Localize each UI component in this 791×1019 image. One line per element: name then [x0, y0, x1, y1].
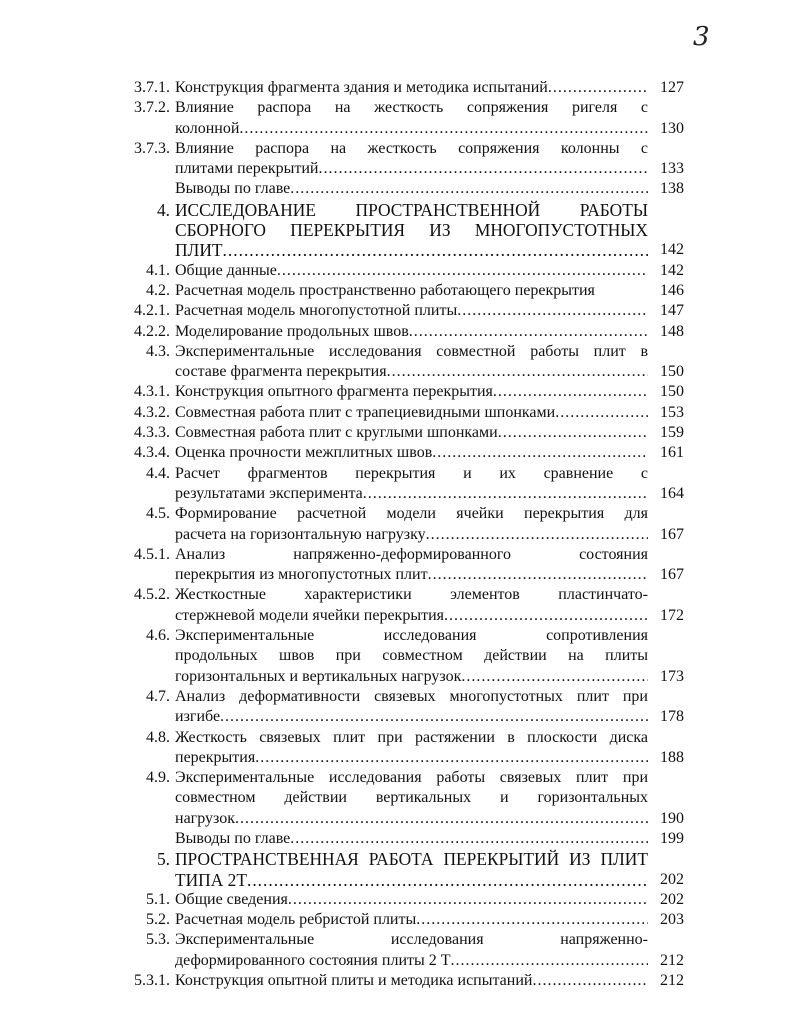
entry-title-line	[175, 301, 648, 321]
dot-leader	[255, 748, 648, 768]
entry-title	[175, 849, 648, 890]
entry-number: 5.2.	[146, 911, 170, 929]
entry-title-line	[175, 362, 648, 382]
entry-title	[175, 301, 648, 321]
entry-title-text: расчета на горизонтальную нагрузку	[175, 525, 426, 543]
entry-title-line	[175, 646, 648, 666]
dot-leader	[290, 179, 648, 199]
dot-leader	[277, 261, 648, 281]
entry-number: 4.	[156, 199, 170, 220]
toc-entry	[95, 322, 695, 342]
entry-title-line	[175, 342, 648, 362]
entry-title-line	[175, 809, 648, 829]
entry-number: 5.3.	[146, 931, 170, 949]
entry-title-text: горизонтальных и вертикальных нагрузок	[175, 667, 462, 685]
dot-leader	[548, 78, 648, 98]
entry-title-line	[175, 504, 648, 524]
entry-page-number: 202	[660, 890, 684, 908]
entry-title-text: плитами перекрытий	[175, 160, 319, 178]
entry-title-text: Совместная работа плит с трапециевидными шпонками	[175, 403, 556, 421]
dot-leader	[235, 809, 648, 829]
toc-entry	[95, 403, 695, 423]
dot-leader	[220, 707, 648, 727]
entry-number: 5.	[156, 849, 170, 870]
entry-title-line	[175, 322, 648, 342]
dot-leader	[239, 119, 648, 139]
entry-number: 4.3.	[146, 342, 170, 360]
entry-title-text: Экспериментальные исследования сопротивления	[175, 627, 648, 645]
dot-leader	[493, 382, 648, 402]
entry-title	[175, 281, 648, 301]
entry-title	[175, 423, 648, 443]
entry-title	[175, 464, 648, 505]
entry-number: 4.2.1.	[134, 302, 170, 320]
entry-title-text: Анализ деформативности связевых многопустотных плит при	[175, 687, 648, 705]
entry-number: 4.1.	[146, 261, 170, 279]
entry-number: 4.3.1.	[134, 383, 170, 401]
toc-entry	[95, 910, 695, 930]
toc-entry	[95, 78, 695, 98]
dot-leader	[288, 890, 648, 910]
entry-page-number: 147	[660, 302, 684, 320]
entry-title-line	[175, 200, 648, 220]
entry-number: 3.7.3.	[134, 139, 170, 157]
entry-page-number: 172	[660, 606, 684, 624]
entry-title-text: Влияние распора на жесткость сопряжения ригеля с	[175, 99, 648, 117]
entry-title-text: Общие данные	[175, 261, 277, 279]
toc-entry	[95, 464, 695, 505]
entry-title-line	[175, 403, 648, 423]
entry-title-text: Расчетная модель пространственно работающего перекрытия	[175, 281, 595, 299]
entry-title-text: ИССЛЕДОВАНИЕ ПРОСТРАНСТВЕННОЙ РАБОТЫ	[175, 199, 648, 220]
entry-title	[175, 545, 648, 586]
toc-entry	[95, 585, 695, 626]
entry-title-line	[175, 484, 648, 504]
entry-title-line	[175, 464, 648, 484]
toc-entry	[95, 626, 695, 687]
entry-title-text: продольных швов при совместном действии на плиты	[175, 647, 648, 665]
toc-entry	[95, 930, 695, 971]
entry-number: 4.6.	[146, 627, 170, 645]
toc-entry	[95, 728, 695, 769]
page-number: 3	[693, 22, 710, 52]
entry-page-number: 150	[660, 363, 684, 381]
entry-number: 3.7.1.	[134, 79, 170, 96]
toc-entry	[95, 281, 695, 301]
entry-title-line	[175, 829, 648, 849]
entry-page-number: 153	[660, 403, 684, 421]
entry-title	[175, 585, 648, 626]
entry-title-text: Жесткостные характеристики элементов пластинчато-	[175, 586, 648, 604]
entry-title-line	[175, 930, 648, 950]
entry-title-text: Влияние распора на жесткость сопряжения колонны с	[175, 139, 648, 157]
entry-title-line	[175, 687, 648, 707]
entry-title-line	[175, 220, 648, 240]
entry-number: 4.4.	[146, 464, 170, 482]
entry-title-line	[175, 606, 648, 626]
entry-title-line	[175, 951, 648, 971]
entry-title	[175, 179, 648, 199]
entry-title-text: нагрузок	[175, 809, 236, 827]
entry-title	[175, 910, 648, 930]
entry-title-text: колонной	[175, 119, 240, 137]
entry-title-line	[175, 971, 648, 991]
entry-title-line	[175, 768, 648, 788]
entry-page-number: 159	[660, 424, 684, 442]
entry-page-number: 130	[660, 119, 684, 137]
entry-title-text: Расчет фрагментов перекрытия и их сравнение с	[175, 464, 648, 482]
entry-title-text: Выводы по главе	[175, 829, 291, 847]
entry-title-text: Экспериментальные исследования напряженно-	[175, 931, 648, 949]
entry-page-number: 164	[660, 484, 684, 502]
entry-title-line	[175, 870, 648, 890]
entry-title-text: Анализ напряженно-деформированного состояния	[175, 545, 648, 563]
dot-leader	[409, 322, 648, 342]
entry-number: 4.5.2.	[134, 586, 170, 604]
toc-chapter-entry	[95, 849, 695, 890]
entry-page-number: 133	[660, 160, 684, 178]
entry-title-text: Конструкция опытного фрагмента перекрытия	[175, 383, 493, 401]
toc-entry	[95, 139, 695, 180]
entry-title-text: Расчетная модель многопустотной плиты	[175, 302, 458, 320]
entry-number: 3.7.2.	[134, 99, 170, 117]
dot-leader	[532, 971, 648, 991]
entry-number: 4.8.	[146, 728, 170, 746]
entry-number: 5.3.1.	[134, 972, 170, 990]
entry-number: 5.1.	[146, 890, 170, 908]
toc-entry	[95, 443, 695, 463]
entry-page-number: 178	[660, 708, 684, 726]
entry-title	[175, 322, 648, 342]
entry-page-number: 142	[660, 241, 684, 259]
entry-title-text: деформированного состояния плиты 2 Т	[175, 951, 451, 969]
entry-title-text: Расчетная модель ребристой плиты	[175, 911, 417, 929]
entry-title-line	[175, 728, 648, 748]
entry-title-text: Оценка прочности межплитных швов	[175, 444, 433, 462]
entry-title	[175, 504, 648, 545]
entry-title-line	[175, 890, 648, 910]
entry-number: 4.3.3.	[134, 424, 170, 442]
toc-entry	[95, 687, 695, 728]
entry-title-line	[175, 240, 648, 260]
entry-page-number: 167	[660, 525, 684, 543]
entry-title	[175, 768, 648, 829]
entry-title	[175, 382, 648, 402]
entry-title-line	[175, 626, 648, 646]
entry-page-number: 161	[660, 444, 684, 462]
entry-title-text: Выводы по главе	[175, 180, 291, 198]
entry-title	[175, 626, 648, 687]
entry-number: 4.7.	[146, 687, 170, 705]
entry-page-number: 150	[660, 383, 684, 401]
entry-title	[175, 139, 648, 180]
entry-page-number: 203	[660, 911, 684, 929]
dot-leader	[461, 667, 648, 687]
entry-title-line	[175, 545, 648, 565]
entry-title	[175, 687, 648, 728]
dot-leader	[416, 910, 648, 930]
dot-leader	[247, 870, 648, 890]
dot-leader	[428, 565, 648, 585]
entry-title	[175, 971, 648, 991]
entry-title-text: Экспериментальные исследования совместной работы плит в	[175, 342, 648, 360]
toc-entry	[95, 829, 695, 849]
entry-title	[175, 890, 648, 910]
entry-number: 4.5.	[146, 505, 170, 523]
entry-title-line	[175, 910, 648, 930]
entry-title-line	[175, 119, 648, 139]
entry-title-text: Моделирование продольных швов	[175, 322, 409, 340]
entry-title-text: результатами эксперимента	[175, 484, 363, 502]
dot-leader	[432, 443, 648, 463]
entry-page-number: 167	[660, 566, 684, 584]
entry-title-line	[175, 849, 648, 869]
entry-page-number: 212	[660, 951, 684, 969]
entry-page-number: 190	[660, 809, 684, 827]
entry-number: 4.3.2.	[134, 403, 170, 421]
entry-number: 4.3.4.	[134, 444, 170, 462]
entry-title-text: Жесткость связевых плит при растяжении в плоскости диска	[175, 728, 648, 746]
entry-title-text: Экспериментальные исследования работы связевых плит при	[175, 769, 648, 787]
entry-title-line	[175, 281, 648, 301]
entry-page-number: 148	[660, 322, 684, 340]
entry-title-line	[175, 179, 648, 199]
dot-leader	[363, 484, 648, 504]
entry-page-number: 188	[660, 748, 684, 766]
entry-title	[175, 443, 648, 463]
entry-page-number: 127	[660, 79, 684, 96]
entry-title	[175, 403, 648, 423]
entry-page-number: 202	[660, 870, 684, 888]
toc-entry	[95, 545, 695, 586]
entry-number: 4.2.	[146, 281, 170, 299]
entry-title-text: изгибе	[175, 708, 221, 726]
entry-page-number: 146	[660, 281, 684, 299]
entry-page-number: 142	[660, 261, 684, 279]
toc-entry	[95, 971, 695, 991]
entry-title-text: перекрытия из многопустотных плит	[175, 566, 428, 584]
entry-title-text: перекрытия	[175, 748, 256, 766]
entry-title-line	[175, 707, 648, 727]
entry-title	[175, 728, 648, 769]
entry-title-line	[175, 525, 648, 545]
entry-number: 4.5.1.	[134, 545, 170, 563]
toc-entry	[95, 423, 695, 443]
entry-page-number: 173	[660, 667, 684, 685]
entry-title-line	[175, 78, 648, 98]
entry-title-line	[175, 139, 648, 159]
entry-title	[175, 98, 648, 139]
entry-title-line	[175, 788, 648, 808]
entry-title-text: ТИПА 2Т	[175, 869, 247, 890]
dot-leader	[457, 301, 648, 321]
dot-leader	[555, 403, 648, 423]
entry-page-number: 199	[660, 829, 684, 847]
dot-leader	[387, 362, 648, 382]
dot-leader	[319, 159, 649, 179]
entry-title-line	[175, 667, 648, 687]
entry-title-text: Совместная работа плит с круглыми шпонками	[175, 424, 498, 442]
toc-entry	[95, 301, 695, 321]
entry-title-text: Формирование расчетной модели ячейки перекрытия для	[175, 505, 648, 523]
dot-leader	[223, 240, 648, 260]
entry-title-line	[175, 382, 648, 402]
entry-title-line	[175, 443, 648, 463]
entry-title	[175, 829, 648, 849]
dot-leader	[498, 423, 648, 443]
entry-title	[175, 261, 648, 281]
entry-title-text: стержневой модели ячейки перекрытия	[175, 606, 444, 624]
entry-title-text: совместном действии вертикальных и горизонтальных	[175, 789, 648, 807]
entry-title-text: Конструкция фрагмента здания и методика испытаний	[175, 79, 548, 96]
entry-title-text: составе фрагмента перекрытия	[175, 363, 387, 381]
entry-number: 4.9.	[146, 769, 170, 787]
entry-title-line	[175, 423, 648, 443]
dot-leader	[290, 829, 648, 849]
entry-title	[175, 342, 648, 383]
table-of-contents	[95, 78, 695, 991]
entry-title-line	[175, 261, 648, 281]
dot-leader	[426, 525, 648, 545]
entry-title	[175, 78, 648, 98]
dot-leader	[444, 606, 648, 626]
entry-title-text: Общие сведения	[175, 890, 288, 908]
toc-entry	[95, 179, 695, 199]
toc-entry	[95, 768, 695, 829]
toc-entry	[95, 382, 695, 402]
toc-entry	[95, 890, 695, 910]
toc-entry	[95, 98, 695, 139]
toc-entry	[95, 342, 695, 383]
entry-title-line	[175, 748, 648, 768]
toc-entry	[95, 504, 695, 545]
entry-page-number: 212	[660, 972, 684, 990]
toc-entry	[95, 261, 695, 281]
toc-chapter-entry	[95, 200, 695, 261]
entry-title-text: СБОРНОГО ПЕРЕКРЫТИЯ ИЗ МНОГОПУСТОТНЫХ	[175, 220, 648, 241]
entry-page-number: 138	[660, 180, 684, 198]
dot-leader	[451, 951, 648, 971]
entry-number: 4.2.2.	[134, 322, 170, 340]
entry-title	[175, 930, 648, 971]
entry-title-line	[175, 98, 648, 118]
entry-title-line	[175, 585, 648, 605]
entry-title-text: ПЛИТ	[175, 240, 223, 261]
entry-title-text: Конструкция опытной плиты и методика испытаний	[175, 972, 533, 990]
entry-title	[175, 200, 648, 261]
entry-title-line	[175, 565, 648, 585]
entry-title-line	[175, 159, 648, 179]
entry-title-text: ПРОСТРАНСТВЕННАЯ РАБОТА ПЕРЕКРЫТИЙ ИЗ ПЛИТ	[175, 849, 648, 870]
